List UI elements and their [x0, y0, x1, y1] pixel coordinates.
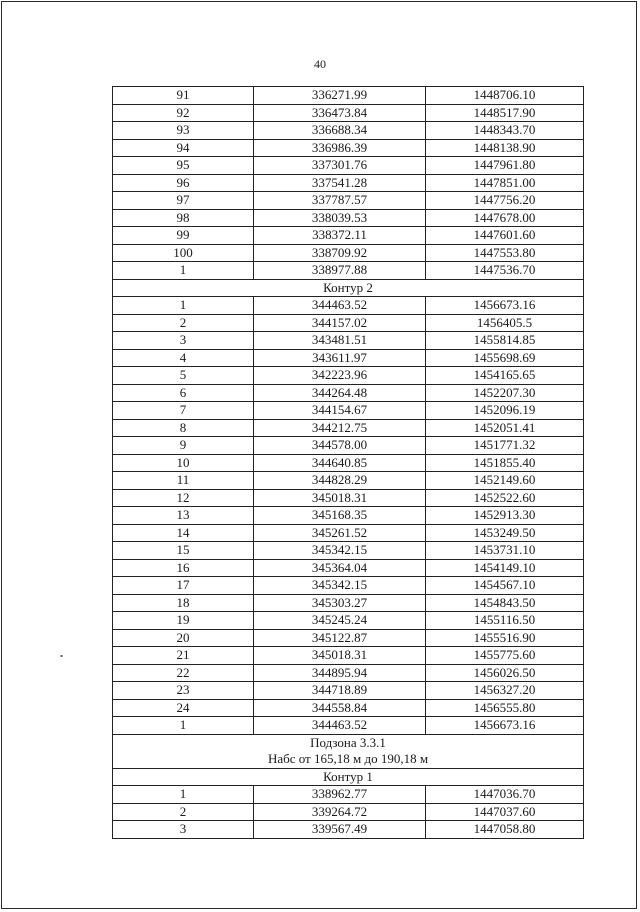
scan-speck [60, 655, 63, 657]
y-coordinate-cell: 1447961.80 [426, 157, 584, 175]
y-coordinate-cell: 1447756.20 [426, 192, 584, 210]
point-number-cell: 91 [113, 87, 254, 105]
table-row [113, 297, 584, 315]
table-row [113, 594, 584, 612]
point-number-cell: 17 [113, 577, 254, 595]
section-heading [113, 734, 584, 768]
y-coordinate-cell: 1456026.50 [426, 664, 584, 682]
x-coordinate-cell: 337301.76 [254, 157, 426, 175]
page-number: 40 [314, 57, 326, 71]
x-coordinate-cell: 345342.15 [254, 577, 426, 595]
x-coordinate-cell: 344718.89 [254, 682, 426, 700]
table-row [113, 559, 584, 577]
point-number-cell: 94 [113, 139, 254, 157]
point-number-cell: 21 [113, 647, 254, 665]
table-row [113, 647, 584, 665]
x-coordinate-cell: 338709.92 [254, 244, 426, 262]
table-row [113, 629, 584, 647]
x-coordinate-cell: 339567.49 [254, 821, 426, 839]
point-number-cell: 1 [113, 717, 254, 735]
y-coordinate-cell: 1452149.60 [426, 472, 584, 490]
table-row [113, 803, 584, 821]
point-number-cell: 9 [113, 437, 254, 455]
point-number-cell: 15 [113, 542, 254, 560]
table-row [113, 786, 584, 804]
x-coordinate-cell: 343611.97 [254, 349, 426, 367]
y-coordinate-cell: 1447037.60 [426, 803, 584, 821]
table-row [113, 262, 584, 280]
table-row [113, 122, 584, 140]
y-coordinate-cell: 1454843.50 [426, 594, 584, 612]
x-coordinate-cell: 339264.72 [254, 803, 426, 821]
y-coordinate-cell: 1454165.65 [426, 367, 584, 385]
table-row [113, 821, 584, 839]
point-number-cell: 97 [113, 192, 254, 210]
y-coordinate-cell: 1456555.80 [426, 699, 584, 717]
point-number-cell: 1 [113, 262, 254, 280]
section-heading [113, 768, 584, 786]
table-row [113, 664, 584, 682]
y-coordinate-cell: 1455116.50 [426, 612, 584, 630]
table-row [113, 682, 584, 700]
x-coordinate-cell: 345168.35 [254, 507, 426, 525]
point-number-cell: 2 [113, 314, 254, 332]
x-coordinate-cell: 345245.24 [254, 612, 426, 630]
y-coordinate-cell: 1452522.60 [426, 489, 584, 507]
x-coordinate-cell: 344578.00 [254, 437, 426, 455]
point-number-cell: 100 [113, 244, 254, 262]
table-row [113, 577, 584, 595]
point-number-cell: 5 [113, 367, 254, 385]
point-number-cell: 95 [113, 157, 254, 175]
x-coordinate-cell: 344640.85 [254, 454, 426, 472]
table-row [113, 612, 584, 630]
x-coordinate-cell: 344154.67 [254, 402, 426, 420]
y-coordinate-cell: 1454567.10 [426, 577, 584, 595]
table-row [113, 699, 584, 717]
y-coordinate-cell: 1448706.10 [426, 87, 584, 105]
y-coordinate-cell: 1453249.50 [426, 524, 584, 542]
y-coordinate-cell: 1455698.69 [426, 349, 584, 367]
point-number-cell: 98 [113, 209, 254, 227]
table-row [113, 139, 584, 157]
x-coordinate-cell: 345122.87 [254, 629, 426, 647]
section-heading-line: Контур 2 [323, 279, 373, 295]
table-row [113, 192, 584, 210]
y-coordinate-cell: 1456405.5 [426, 314, 584, 332]
x-coordinate-cell: 336473.84 [254, 104, 426, 122]
y-coordinate-cell: 1447058.80 [426, 821, 584, 839]
coordinates-table [112, 86, 584, 839]
y-coordinate-cell: 1452207.30 [426, 384, 584, 402]
y-coordinate-cell: 1451855.40 [426, 454, 584, 472]
x-coordinate-cell: 338039.53 [254, 209, 426, 227]
point-number-cell: 1 [113, 786, 254, 804]
table-row [113, 437, 584, 455]
point-number-cell: 11 [113, 472, 254, 490]
y-coordinate-cell: 1456673.16 [426, 297, 584, 315]
x-coordinate-cell: 338962.77 [254, 786, 426, 804]
y-coordinate-cell: 1447553.80 [426, 244, 584, 262]
y-coordinate-cell: 1451771.32 [426, 437, 584, 455]
x-coordinate-cell: 343481.51 [254, 332, 426, 350]
x-coordinate-cell: 344558.84 [254, 699, 426, 717]
table-row [113, 472, 584, 490]
table-row [113, 717, 584, 735]
section-heading [113, 279, 584, 297]
x-coordinate-cell: 337787.57 [254, 192, 426, 210]
table-row [113, 524, 584, 542]
y-coordinate-cell: 1455775.60 [426, 647, 584, 665]
table-row [113, 384, 584, 402]
y-coordinate-cell: 1448343.70 [426, 122, 584, 140]
table-row [113, 507, 584, 525]
table-row [113, 489, 584, 507]
section-heading-line: Набс от 165,18 м до 190,18 м [267, 751, 429, 766]
point-number-cell: 18 [113, 594, 254, 612]
table-row [113, 419, 584, 437]
point-number-cell: 19 [113, 612, 254, 630]
point-number-cell: 13 [113, 507, 254, 525]
y-coordinate-cell: 1448517.90 [426, 104, 584, 122]
x-coordinate-cell: 338372.11 [254, 227, 426, 245]
point-number-cell: 16 [113, 559, 254, 577]
point-number-cell: 14 [113, 524, 254, 542]
table-row [113, 542, 584, 560]
table-row [113, 87, 584, 105]
point-number-cell: 99 [113, 227, 254, 245]
x-coordinate-cell: 344463.52 [254, 717, 426, 735]
point-number-cell: 7 [113, 402, 254, 420]
x-coordinate-cell: 345342.15 [254, 542, 426, 560]
table-row [113, 209, 584, 227]
x-coordinate-cell: 344212.75 [254, 419, 426, 437]
point-number-cell: 10 [113, 454, 254, 472]
y-coordinate-cell: 1454149.10 [426, 559, 584, 577]
x-coordinate-cell: 345018.31 [254, 489, 426, 507]
x-coordinate-cell: 342223.96 [254, 367, 426, 385]
point-number-cell: 24 [113, 699, 254, 717]
x-coordinate-cell: 344264.48 [254, 384, 426, 402]
y-coordinate-cell: 1448138.90 [426, 139, 584, 157]
table-row [113, 454, 584, 472]
y-coordinate-cell: 1447851.00 [426, 174, 584, 192]
y-coordinate-cell: 1447601.60 [426, 227, 584, 245]
y-coordinate-cell: 1452051.41 [426, 419, 584, 437]
point-number-cell: 8 [113, 419, 254, 437]
section-row [113, 768, 584, 786]
y-coordinate-cell: 1447536.70 [426, 262, 584, 280]
table-row [113, 332, 584, 350]
section-heading-line: Подзона 3.3.1 [310, 734, 386, 750]
x-coordinate-cell: 336271.99 [254, 87, 426, 105]
x-coordinate-cell: 344828.29 [254, 472, 426, 490]
table-row [113, 349, 584, 367]
point-number-cell: 1 [113, 297, 254, 315]
x-coordinate-cell: 344157.02 [254, 314, 426, 332]
x-coordinate-cell: 344895.94 [254, 664, 426, 682]
point-number-cell: 12 [113, 489, 254, 507]
table-row [113, 157, 584, 175]
point-number-cell: 6 [113, 384, 254, 402]
x-coordinate-cell: 336688.34 [254, 122, 426, 140]
x-coordinate-cell: 345261.52 [254, 524, 426, 542]
point-number-cell: 4 [113, 349, 254, 367]
table-row [113, 174, 584, 192]
section-row [113, 734, 584, 768]
table-row [113, 104, 584, 122]
point-number-cell: 23 [113, 682, 254, 700]
y-coordinate-cell: 1455516.90 [426, 629, 584, 647]
table-row [113, 314, 584, 332]
y-coordinate-cell: 1452913.30 [426, 507, 584, 525]
x-coordinate-cell: 336986.39 [254, 139, 426, 157]
section-heading-line: Контур 1 [323, 768, 373, 784]
point-number-cell: 20 [113, 629, 254, 647]
x-coordinate-cell: 338977.88 [254, 262, 426, 280]
x-coordinate-cell: 345018.31 [254, 647, 426, 665]
point-number-cell: 22 [113, 664, 254, 682]
x-coordinate-cell: 345364.04 [254, 559, 426, 577]
point-number-cell: 92 [113, 104, 254, 122]
x-coordinate-cell: 344463.52 [254, 297, 426, 315]
y-coordinate-cell: 1455814.85 [426, 332, 584, 350]
table-row [113, 402, 584, 420]
table-row [113, 367, 584, 385]
point-number-cell: 3 [113, 332, 254, 350]
section-row [113, 279, 584, 297]
y-coordinate-cell: 1456673.16 [426, 717, 584, 735]
table-row [113, 244, 584, 262]
y-coordinate-cell: 1447036.70 [426, 786, 584, 804]
point-number-cell: 93 [113, 122, 254, 140]
point-number-cell: 96 [113, 174, 254, 192]
x-coordinate-cell: 345303.27 [254, 594, 426, 612]
point-number-cell: 3 [113, 821, 254, 839]
coordinates-table-body [113, 87, 584, 839]
y-coordinate-cell: 1453731.10 [426, 542, 584, 560]
table-row [113, 227, 584, 245]
x-coordinate-cell: 337541.28 [254, 174, 426, 192]
y-coordinate-cell: 1452096.19 [426, 402, 584, 420]
point-number-cell: 2 [113, 803, 254, 821]
y-coordinate-cell: 1447678.00 [426, 209, 584, 227]
y-coordinate-cell: 1456327.20 [426, 682, 584, 700]
